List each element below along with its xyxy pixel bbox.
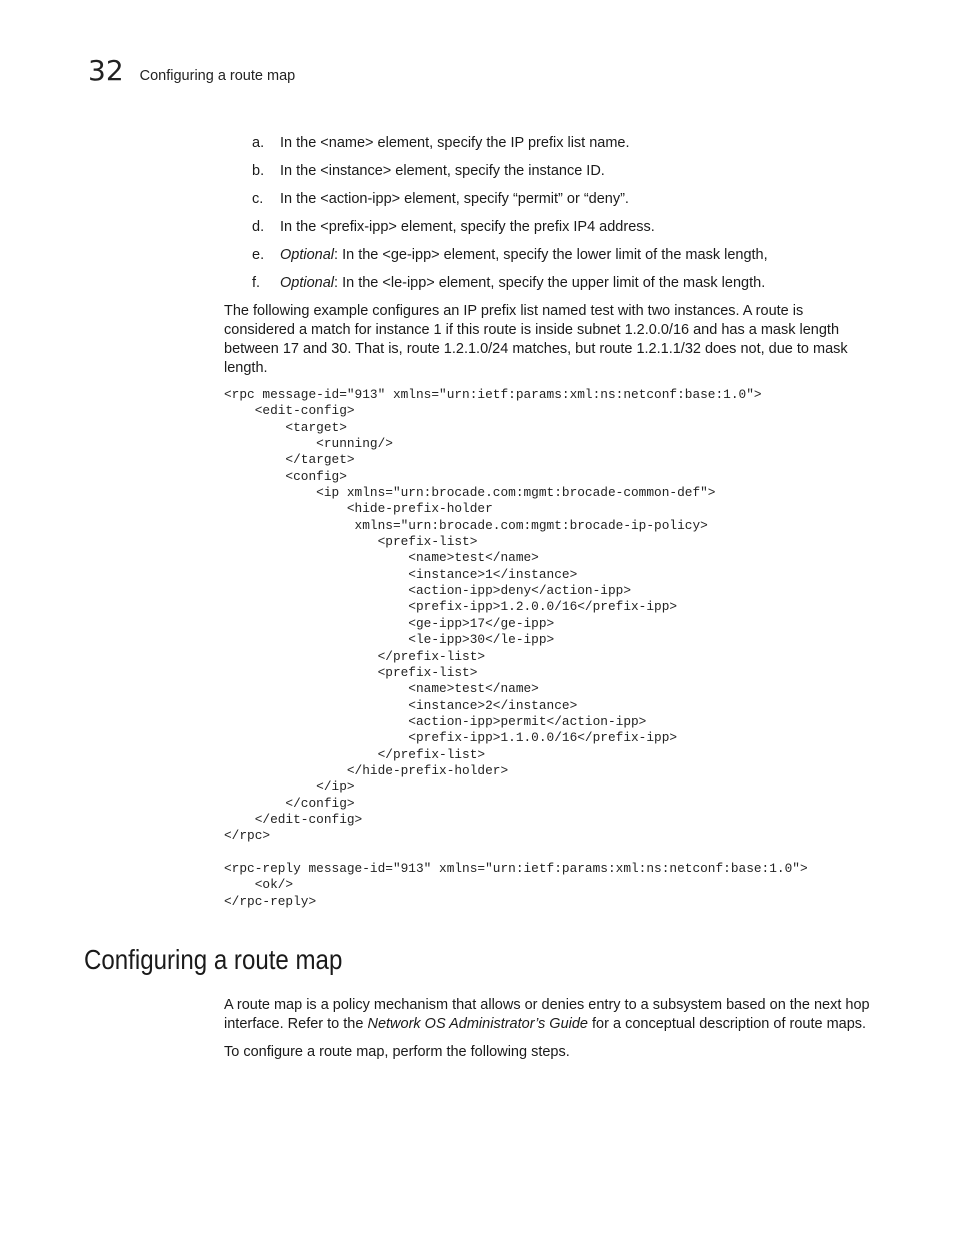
description-start: A route map is a policy mechanism that allows or denies entry to a subsystem based on the next hop interface. Refer to the xyxy=(224,997,870,1032)
step-text xyxy=(280,190,629,208)
section-body xyxy=(224,996,874,1071)
step-item xyxy=(224,190,874,208)
step-letter: a. xyxy=(252,135,265,151)
step-item xyxy=(224,162,874,180)
main-content xyxy=(224,134,874,910)
step-item xyxy=(224,274,874,292)
description-end: for a conceptual description of route maps. xyxy=(588,1016,867,1032)
step-item xyxy=(224,246,874,264)
step-letter: f. xyxy=(252,275,261,291)
step-prefix: Optional xyxy=(280,275,335,291)
step-text xyxy=(280,274,765,292)
step-letter: b. xyxy=(252,163,265,179)
running-title: Configuring a route map xyxy=(139,68,296,84)
step-text xyxy=(280,134,630,152)
step-letter: c. xyxy=(252,191,264,207)
steps-intro: To configure a route map, perform the following steps. xyxy=(224,1044,570,1060)
step-list xyxy=(224,134,874,292)
chapter-number: 32 xyxy=(88,54,124,87)
guide-title: Network OS Administrator’s Guide xyxy=(367,1016,588,1032)
step-letter: d. xyxy=(252,219,265,235)
step-body: : In the <ge-ipp> element, specify the lower limit of the mask length, xyxy=(334,247,768,263)
step-text xyxy=(280,162,605,180)
step-body: In the <prefix-ipp> element, specify the prefix IP4 address. xyxy=(280,219,655,235)
step-body: In the <name> element, specify the IP prefix list name. xyxy=(280,135,630,151)
step-letter: e. xyxy=(252,247,265,263)
page-header xyxy=(88,54,295,87)
step-body: In the <action-ipp> element, specify “permit” or “deny”. xyxy=(280,191,629,207)
step-text xyxy=(280,246,768,264)
section-title: Configuring a route map xyxy=(84,944,343,975)
route-map-description xyxy=(224,996,874,1034)
code-example: <rpc message-id="913" xmlns="urn:ietf:params:xml:ns:netconf:base:1.0"> <edit-config> <target> <running/> </target> <config> <ip xmlns="urn:brocade.com:mgmt:brocade-common-def"> <hide-prefix-holder xmlns="urn:brocade.com:mgmt:brocade-ip-policy> <prefix-list> <name>test</name> <instance>1</instance> <action-ipp>deny</action-ipp> <prefix-ipp>1.2.0.0/16</prefix-ipp> <ge-ipp>17</ge-ipp> <le-ipp>30</le-ipp> </prefix-list> <prefix-list> <name>test</name> <instance>2</instance> <action-ipp>permit</action-ipp> <prefix-ipp>1.1.0.0/16</prefix-ipp> </prefix-list> </hide-prefix-holder> </ip> </config> </edit-config> </rpc> <rpc-reply message-id="913" xmlns="urn:ietf:params:xml:ns:netconf:base:1.0"> <ok/> </rpc-reply> xyxy=(224,387,808,909)
step-item xyxy=(224,134,874,152)
step-item xyxy=(224,218,874,236)
step-prefix: Optional xyxy=(280,247,335,263)
step-text xyxy=(280,218,655,236)
step-body: In the <instance> element, specify the instance ID. xyxy=(280,163,605,179)
intro-paragraph: The following example configures an IP prefix list named test with two instances. A route is considered a match for instance 1 if this route is inside subnet 1.2.0.0/16 and has a mask length between 17 and 30. That is, route 1.2.1.0/24 matches, but route 1.2.1.1/32 does not, due to mask length. xyxy=(224,303,848,376)
step-body: : In the <le-ipp> element, specify the upper limit of the mask length. xyxy=(334,275,766,291)
